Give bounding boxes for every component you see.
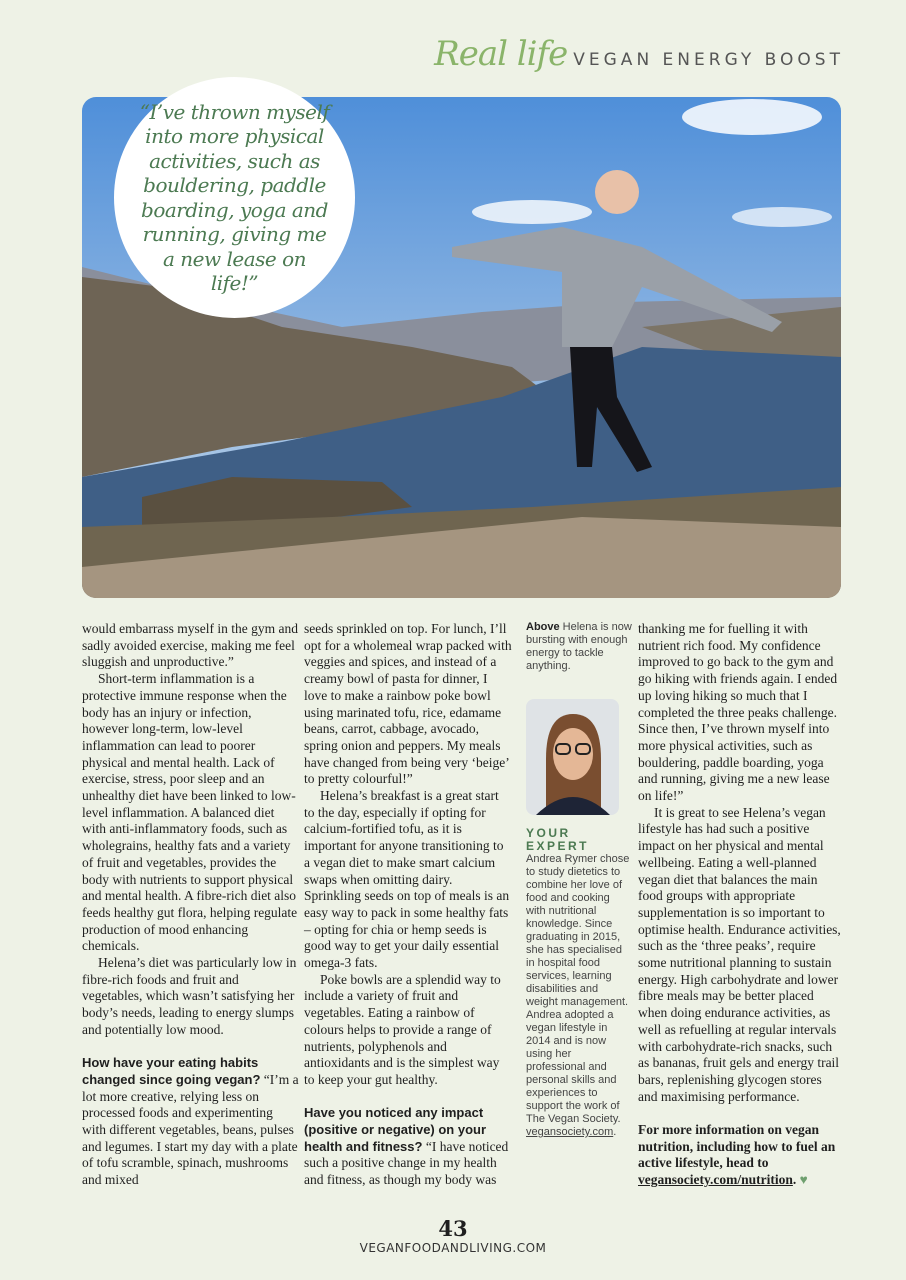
nutrition-link[interactable]: vegansociety.com/nutrition	[638, 1172, 793, 1188]
photo-caption	[526, 621, 632, 673]
paragraph: would embarrass myself in the gym and sadly avoided exercise, making me feel sluggish and unproductive.”	[82, 621, 298, 670]
article-column-1	[82, 621, 300, 1189]
paragraph: thanking me for fuelling it with nutrient rich food. My confidence improved to go back to the gym and go hiking with friends again. I ended up loving hiking so much that I completed the three peaks challenge. Since then, I’ve thrown myself into more physical activities, such as bouldering, paddle boarding, yoga and running, giving me a new lease on life!”	[638, 621, 838, 804]
interview-answer: “I have noticed such a positive change in my health and fitness, as though my body was	[304, 1138, 509, 1188]
caption-text: Helena is now bursting with enough energy to tackle anything.	[526, 621, 632, 672]
sidebar	[526, 621, 632, 1139]
interview-answer: “I’m a lot more creative, relying less on processed foods and experimenting with different vegetables, beans, pulses and legumes. I start my day with a plate of tofu scramble, spinach, mushrooms and mixed	[82, 1071, 299, 1188]
pull-quote	[114, 77, 355, 318]
interview-question: Have you noticed any impact (positive or negative) on your health and fitness?	[304, 1105, 487, 1154]
call-to-action	[638, 1122, 844, 1189]
paragraph: Poke bowls are a splendid way to include a variety of fruit and vegetables. Eating a rainbow of colours helps to provide a range of nutrients, polyphenols and antioxidants and is the simplest way to keep your gut healthy.	[304, 971, 501, 1087]
section-header	[434, 34, 844, 74]
interview-question: How have your eating habits changed since going vegan?	[82, 1055, 261, 1087]
expert-photo	[526, 699, 619, 815]
article-column-4	[638, 621, 844, 1189]
question-paragraph	[304, 1105, 512, 1189]
question-paragraph	[82, 1055, 300, 1189]
paragraph: Short-term inflammation is a protective immune response when the body has an injury or infection, however long-term, low-level inflammation can lead to poorer physical and mental health. Lack of exercise, stress, poor sleep and an unhealthy diet have been linked to low-level inflammation. A balanced diet with anti-inflammatory foods, such as wholegrains, healthy fats and a variety of fruit and vegetables, provides the body with nutrients to support physical and mental health. A fibre-rich diet also feeds healthy gut flora, helping regulate production of mood enhancing chemicals.	[82, 671, 298, 954]
cta-text: For more information on vegan nutrition, including how to fuel an active lifestyle, head to	[638, 1122, 836, 1171]
paragraph: Helena’s diet was particularly low in fibre-rich foods and fruit and vegetables, which wasn’t satisfying her body’s needs, leading to energy slumps and potentially low mood.	[82, 955, 297, 1037]
expert-heading: YOUR	[526, 826, 571, 840]
paragraph: Helena’s breakfast is a great start to the day, especially if opting for calcium-fortified tofu, as it is important for anyone transitioning to a vegan diet to make smart calcium swaps when omitting dairy. Sprinkling seeds on top of meals is an easy way to pack in some healthy fats – opting for chia or hemp seeds is good way to get your daily essential omega-3 fats.	[304, 788, 510, 971]
section-script-title: Real life	[434, 34, 568, 74]
paragraph: seeds sprinkled on top. For lunch, I’ll opt for a wholemeal wrap packed with veggies and spices, and instead of a creamy bowl of pasta for dinner, I love to make a rainbow poke bowl using marinated tofu, rice, edamame beans, carrot, cabbage, avocado, spring onion and peppers. My meals have changed from being very ‘beige’ to pretty colourful!”	[304, 621, 512, 787]
punctuation: .	[792, 1172, 797, 1188]
expert-bio	[526, 853, 632, 1139]
section-kicker: VEGAN ENERGY BOOST	[573, 50, 844, 70]
paragraph: It is great to see Helena’s vegan lifestyle has had such a positive impact on her physical and mental wellbeing. Eating a well-planned vegan diet that balances the main food groups with appropriate supplementation is so important to optimise health. Endurance activities, such as the ‘three peaks’, require some nutritional planning to sustain energy. High carbohydrate and lower fibre meals may be better placed when doing endurance activities, as well as refuelling at regular intervals with carbohydrate-rich snacks, such as bananas, fruit gels and energy trail bars, replenishing glycogen stores and maximising performance.	[638, 804, 841, 1104]
website-footer: VEGANFOODANDLIVING.COM	[359, 1241, 547, 1255]
expert-bio-text: Andrea Rymer chose to study dietetics to combine her love of food and cooking with nutritional knowledge. Since graduating in 2015, she has specialised in hospital food services, learning disabilities and weight management. Andrea adopted a vegan lifestyle in 2014 and is now using her professional and personal skills and experiences to support the work of The Vegan Society.	[526, 853, 630, 1125]
expert-heading: EXPERT	[526, 839, 590, 853]
vegan-society-link[interactable]: vegansociety.com	[526, 1126, 614, 1138]
page-number: 43	[438, 1216, 468, 1241]
pull-quote-text: “I’ve thrown myself into more physical activities, such as bouldering, paddle boarding, yoga and running, giving me a new lease on life!”	[139, 99, 330, 295]
punctuation: .	[613, 1126, 617, 1138]
heart-icon: ♥	[799, 1172, 808, 1188]
article-column-2	[304, 621, 512, 1189]
caption-label: Above	[526, 621, 560, 633]
